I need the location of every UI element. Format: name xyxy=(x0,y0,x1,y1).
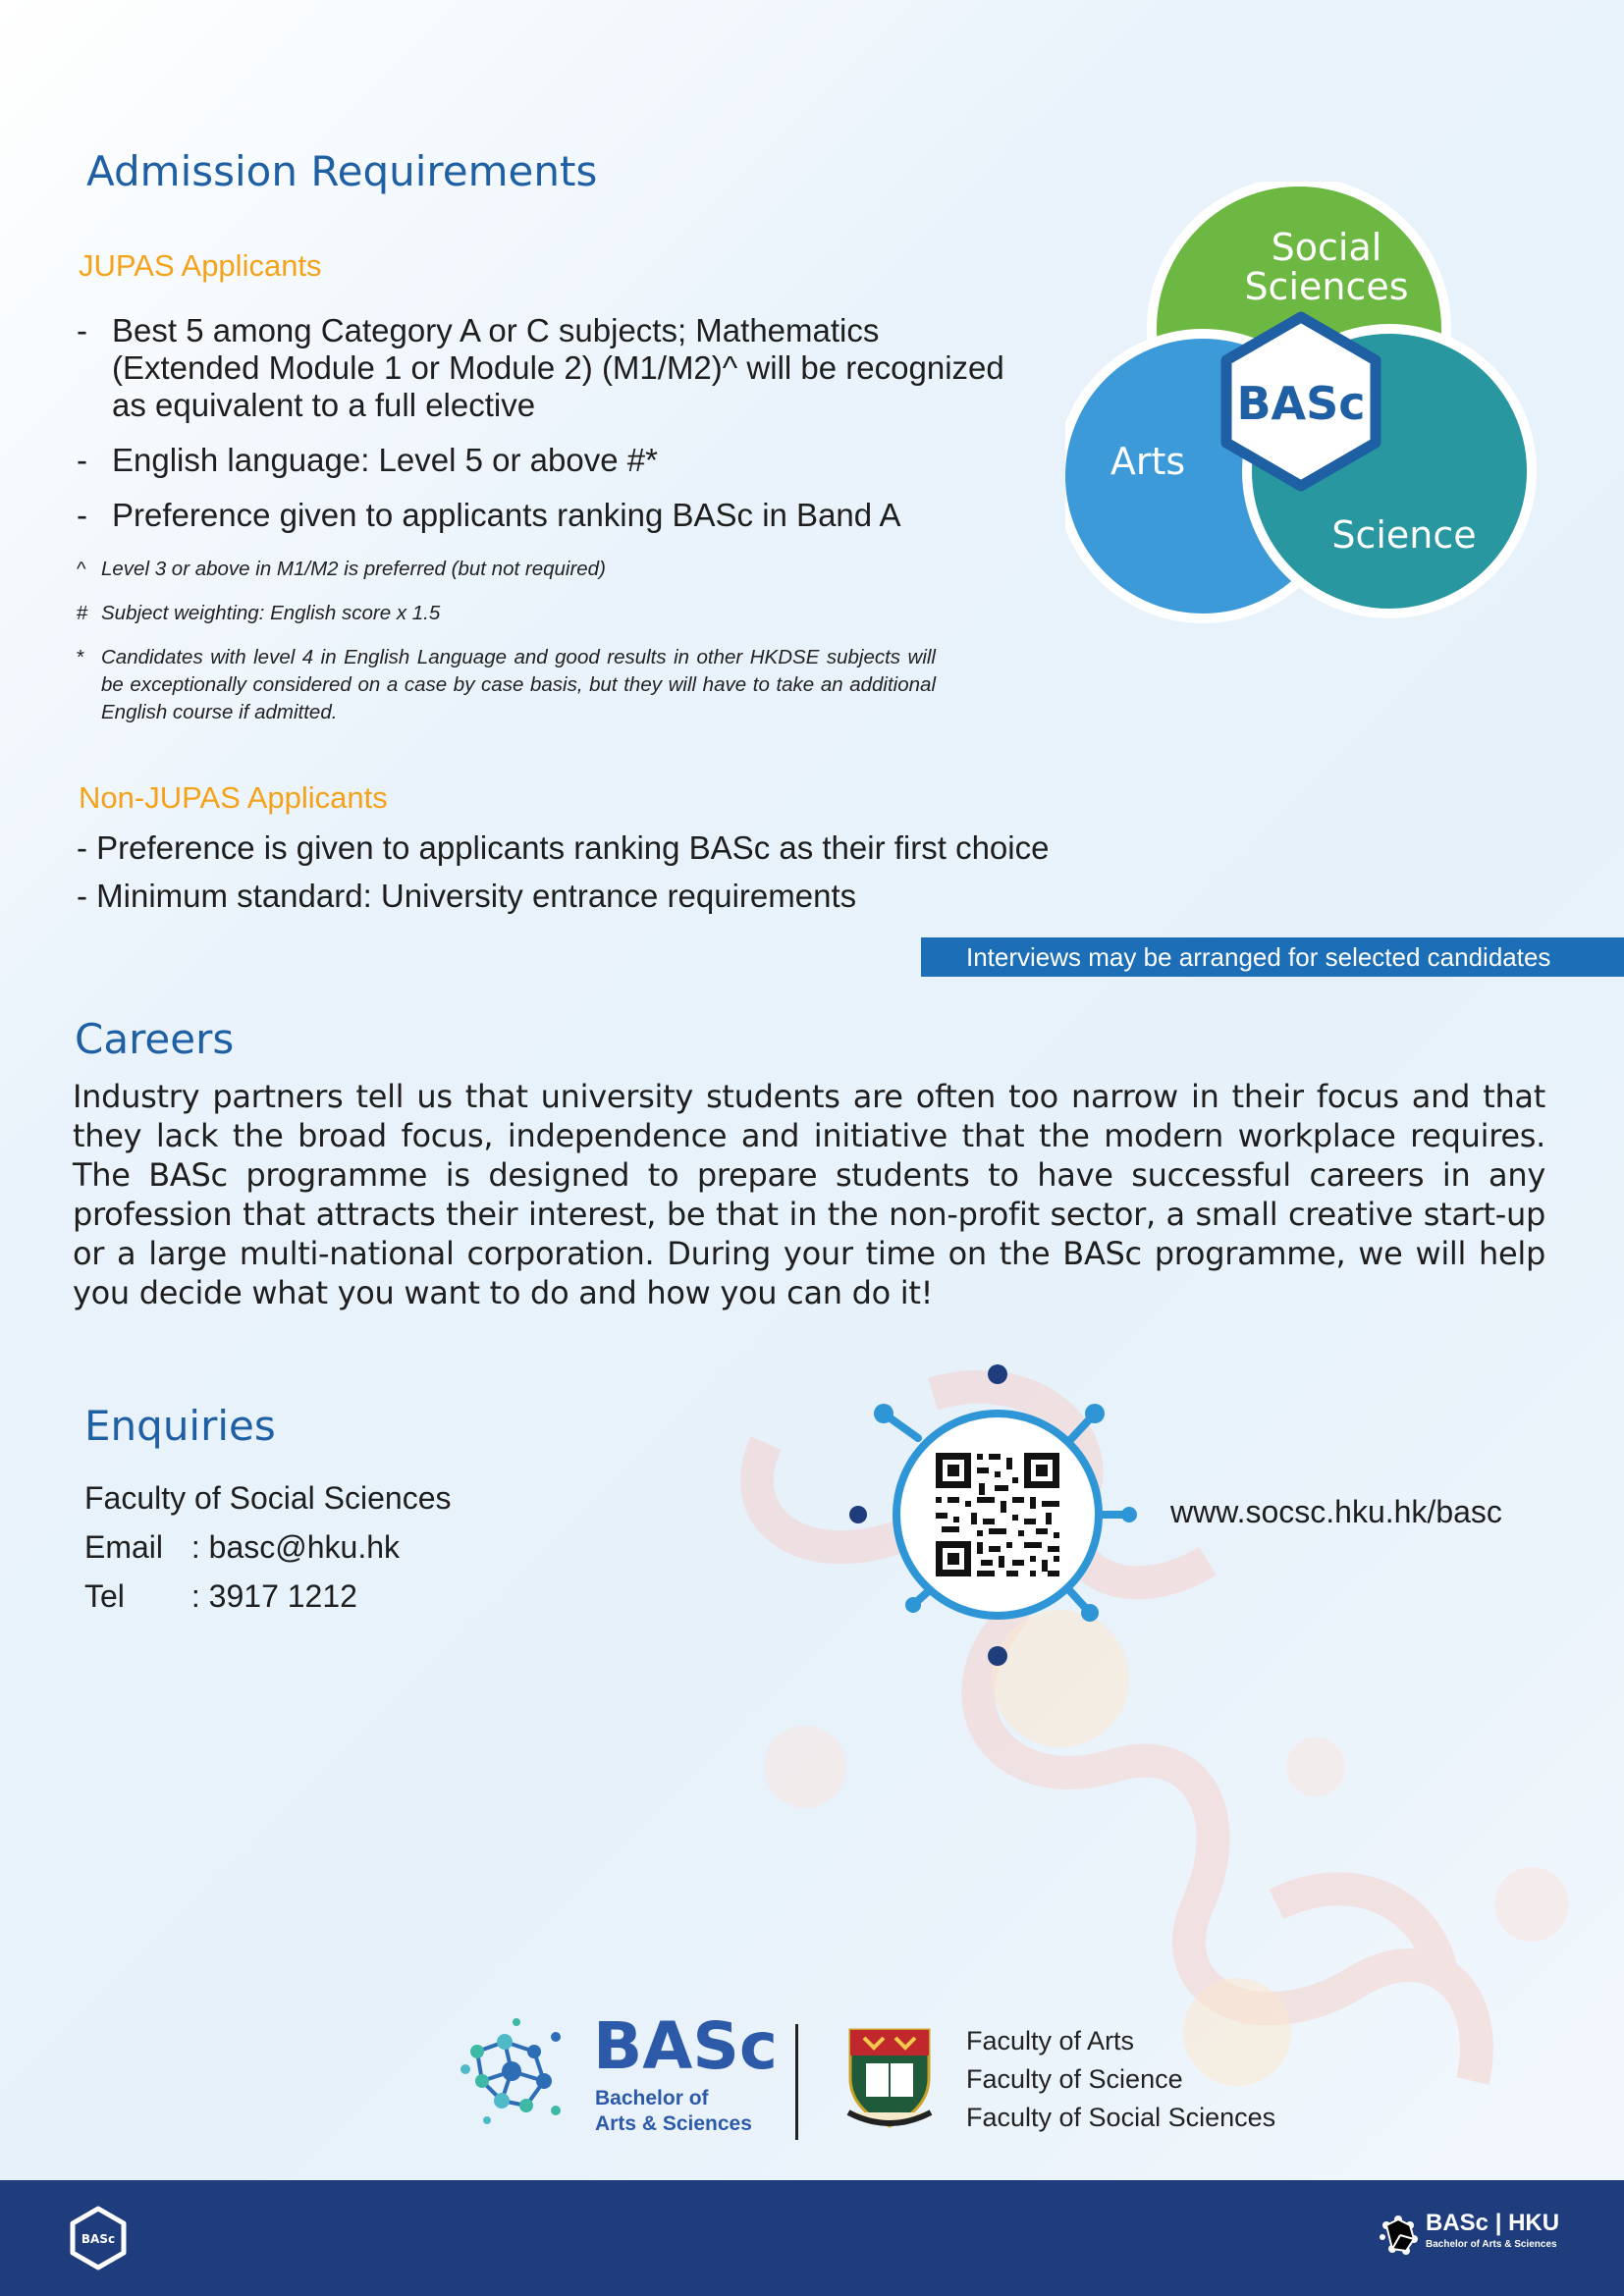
tel-label: Tel xyxy=(84,1578,125,1614)
footer-bar xyxy=(0,2180,1624,2296)
basc-logo-word: BASc xyxy=(593,2008,779,2084)
email-label: Email xyxy=(84,1529,164,1565)
non-jupas-bullet-1: - Preference is given to applicants ranking BASc as their first choice xyxy=(77,829,1050,866)
venn-center: BASc xyxy=(1236,377,1366,430)
basc-logo-sub-2: Arts & Sciences xyxy=(595,2112,752,2135)
careers-paragraph: Industry partners tell us that university students are often too narrow in their focus and that they lack the broad focus, independence and initiative that the modern workplace requires. The BASc programme is designed to prepare students to have successful careers in any profession that attracts their interest, be that in the non-profit sector, a small creative start-up or a large multi-national corporation. During your time on the BASc programme, we will help you decide what you want to do and how you can do it! xyxy=(73,1078,1545,1311)
venn-science: Science xyxy=(1331,513,1477,557)
bullet-line: as equivalent to a full elective xyxy=(112,387,536,423)
basc-logo-sub-1: Bachelor of xyxy=(595,2087,709,2109)
non-jupas-heading: Non-JUPAS Applicants xyxy=(79,780,388,815)
footer-basc-badge-icon xyxy=(69,2206,128,2270)
venn-social-line2: Sciences xyxy=(1244,265,1409,308)
footnote-text: Level 3 or above in M1/M2 is preferred (but not required) xyxy=(101,558,606,580)
venn-social-line1: Social xyxy=(1271,226,1382,269)
non-jupas-bullet-2: - Minimum standard: University entrance requirements xyxy=(77,878,857,914)
footer-basc-hku: BASc | HKU xyxy=(1426,2210,1560,2236)
footer-molecule-icon xyxy=(1379,2210,1422,2259)
footnote-symbol: # xyxy=(77,602,88,624)
enquiries-faculty: Faculty of Social Sciences xyxy=(84,1480,452,1516)
enquiries-url[interactable]: www.socsc.hku.hk/basc xyxy=(1170,1494,1502,1529)
bullet-line: (Extended Module 1 or Module 2) (M1/M2)^ will be recognized xyxy=(112,349,1004,386)
bullet-dash: - xyxy=(77,497,87,533)
enquiries-title: Enquiries xyxy=(84,1402,276,1450)
enquiries-tel-row xyxy=(84,1578,357,1615)
basc-venn-diagram xyxy=(1065,182,1537,633)
bullet-line: Best 5 among Category A or C subjects; Mathematics xyxy=(112,312,880,348)
tel-value[interactable]: : 3917 1212 xyxy=(190,1578,357,1614)
bullet-dash: - xyxy=(77,312,87,348)
interview-banner: Interviews may be arranged for selected candidates xyxy=(921,937,1624,977)
footer-basc-sub: Bachelor of Arts & Sciences xyxy=(1426,2239,1557,2250)
venn-arts: Arts xyxy=(1110,440,1186,483)
admission-title: Admission Requirements xyxy=(86,147,598,195)
faculty-list-arts: Faculty of Arts xyxy=(966,2026,1135,2056)
footnote-symbol: ^ xyxy=(77,558,86,580)
jupas-heading: JUPAS Applicants xyxy=(79,248,322,283)
bullet-text: Preference given to applicants ranking BASc in Band A xyxy=(112,497,901,533)
basc-molecule-logo-icon xyxy=(458,2012,573,2128)
faculty-list-science: Faculty of Science xyxy=(966,2064,1183,2094)
footer-badge-text: BASc xyxy=(81,2232,116,2246)
jupas-bullet-2 xyxy=(77,442,1029,481)
jupas-bullet-3 xyxy=(77,497,1029,536)
logo-divider xyxy=(795,2024,798,2140)
jupas-bullet-1 xyxy=(77,312,1029,430)
enquiries-email-row xyxy=(84,1529,400,1566)
bullet-dash: - xyxy=(77,442,87,478)
hku-crest-icon xyxy=(844,2024,935,2130)
footnote-symbol: * xyxy=(77,646,84,668)
qr-code-graphic[interactable] xyxy=(835,1360,1159,1683)
careers-title: Careers xyxy=(75,1015,235,1063)
bullet-text: English language: Level 5 or above #* xyxy=(112,442,658,478)
footnote-text: Candidates with level 4 in English Language and good results in other HKDSE subjects will be exceptionally considered on a case by case basis, but they will have to take an additional English course if admitted. xyxy=(101,646,936,723)
faculty-list-social-sciences: Faculty of Social Sciences xyxy=(966,2103,1276,2132)
email-value[interactable]: : basc@hku.hk xyxy=(190,1529,401,1565)
footnote-text: Subject weighting: English score x 1.5 xyxy=(101,602,441,624)
